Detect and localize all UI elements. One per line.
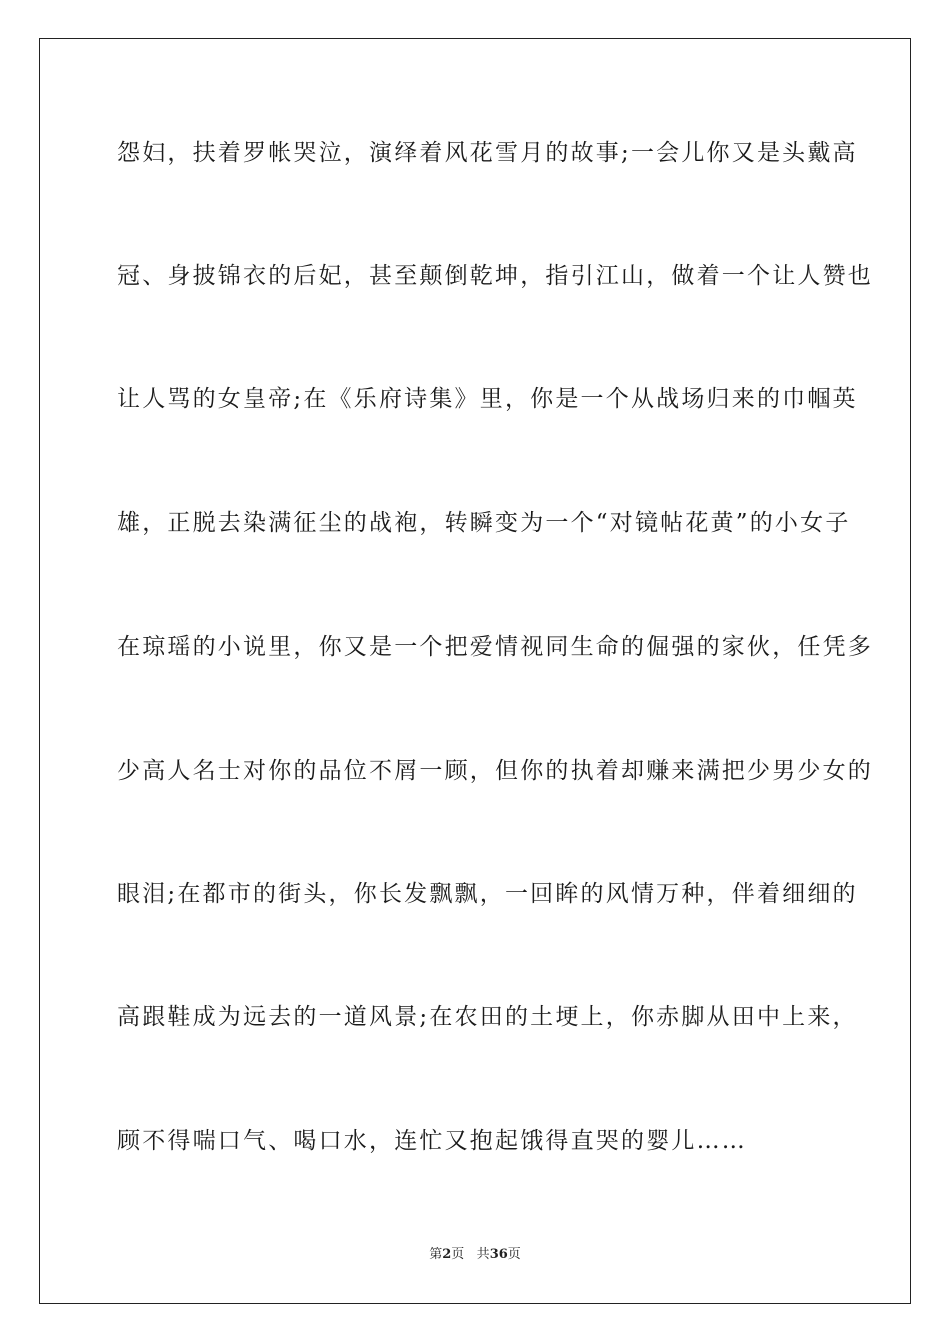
page-border	[39, 38, 911, 1304]
body-text-line: 雄，正脱去染满征尘的战袍，转瞬变为一个“对镜帖花黄”的小女子	[117, 510, 851, 536]
total-label-prefix: 共	[476, 1247, 490, 1262]
page-number: 2	[442, 1247, 452, 1262]
body-text-line: 眼泪;在都市的街头，你长发飘飘，一回眸的风情万种，伴着细细的	[117, 881, 858, 907]
body-text-line: 怨妇，扶着罗帐哭泣，演绎着风花雪月的故事;一会儿你又是头戴高	[117, 140, 858, 166]
body-text-line: 顾不得喘口气、喝口水，连忙又抱起饿得直哭的婴儿……	[117, 1128, 747, 1154]
page-label-suffix: 页	[451, 1247, 465, 1262]
body-text-line: 在琼瑶的小说里，你又是一个把爱情视同生命的倔强的家伙，任凭多	[117, 634, 873, 660]
total-label-suffix: 页	[507, 1247, 521, 1262]
body-text-line: 少高人名士对你的品位不屑一顾，但你的执着却赚来满把少男少女的	[117, 758, 873, 784]
body-text-line: 高跟鞋成为远去的一道风景;在农田的土埂上，你赤脚从田中上来，	[117, 1004, 858, 1030]
page-label-prefix: 第	[429, 1247, 443, 1262]
total-pages: 36	[489, 1247, 508, 1262]
body-text-line: 让人骂的女皇帝;在《乐府诗集》里，你是一个从战场归来的巾帼英	[117, 386, 858, 412]
page-footer	[0, 1246, 950, 1264]
body-text-line: 冠、身披锦衣的后妃，甚至颠倒乾坤，指引江山，做着一个让人赞也	[117, 263, 873, 289]
